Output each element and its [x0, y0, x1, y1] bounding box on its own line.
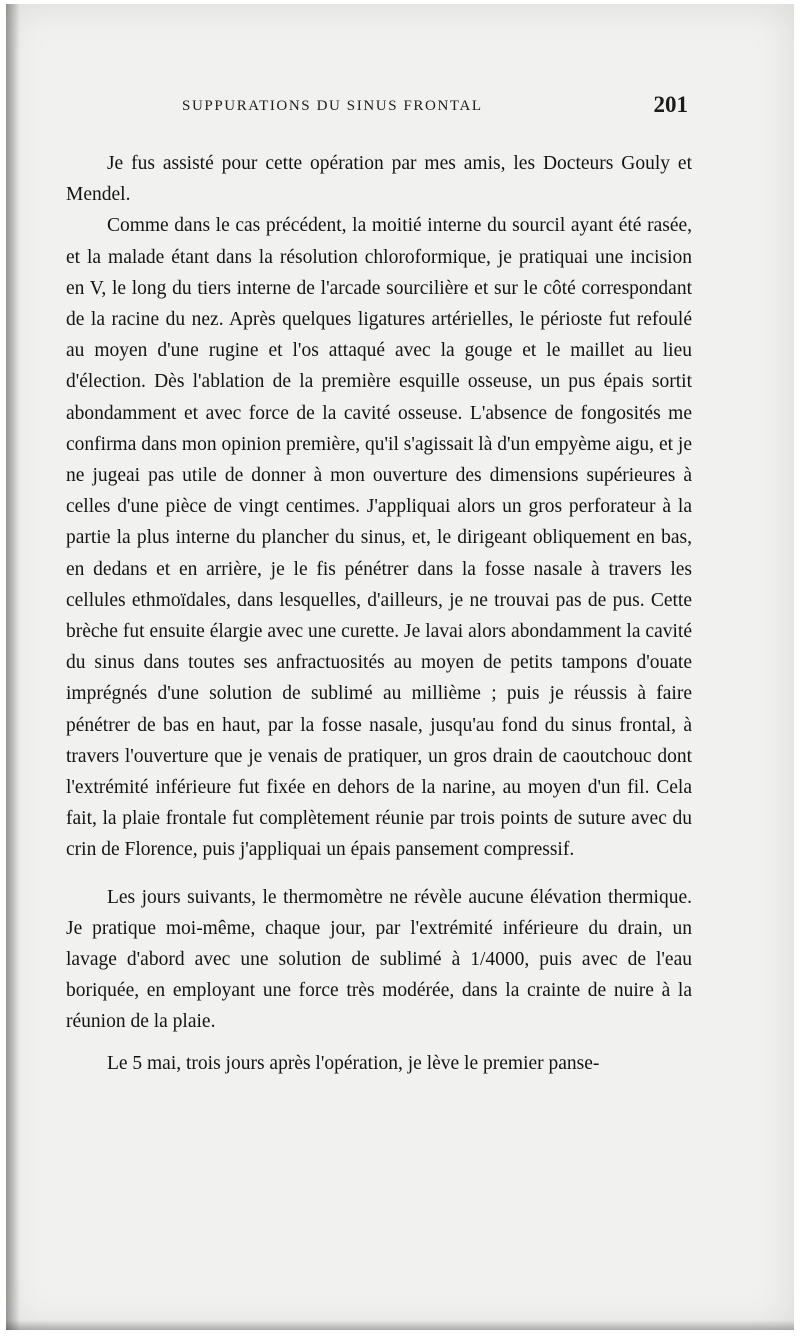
- paragraph-1: Je fus assisté pour cette opération par mes amis, les Docteurs Gouly et Mendel.: [66, 153, 692, 206]
- paragraph-4: Le 5 mai, trois jours après l'opération, je lève le premier panse-: [106, 1052, 600, 1074]
- paragraph-2: Comme dans le cas précédent, la moitié interne du sourcil ayant été rasée, et la malade étant dans la résolution chloroformique, je pratiquai une incision en V, le long du tiers interne de l'arcade sourcilière et sur le côté correspondant de la racine du nez. Après quelques ligatures artérielles, le périoste fut refoulé au moyen d'une rugine et l'os attaqué avec la gouge et le maillet au lieu d'élection. Dès l'ablation de la première esquille osseuse, un pus épais sortit abondamment et avec force de la cavité osseuse. L'absence de fongosités me confirma dans mon opinion première, qu'il s'agissait là d'un empyème aigu, et je ne jugeai pas utile de donner à mon ouverture des dimensions supérieures à celles d'une pièce de vingt centimes. J'appliquai alors un gros perforateur à la partie la plus interne du plancher du sinus, et, le dirigeant obliquement en bas, en dedans et en arrière, je le fis pénétrer dans la fosse nasale à travers les cellules ethmoïdales, dans lesquelles, d'ailleurs, je ne trouvai pas de pus. Cette brèche fut ensuite élargie avec une curette. Je lavai alors abondamment la cavité du sinus dans toutes ses anfractuosités au moyen de petits tampons d'ouate imprégnés d'une solution de sublimé au millième ; puis je réussis à faire pénétrer de bas en haut, par la fosse nasale, jusqu'au fond du sinus frontal, à travers l'ouverture que je venais de pratiquer, un gros drain de caoutchouc dont l'extrémité inférieure fut fixée en dehors de la narine, au moyen d'un fil. Cela fait, la plaie frontale fut complètement réunie par trois points de suture avec du crin de Florence, puis j'appliquai un épais pansement compressif.: [66, 215, 692, 861]
- page-number: 201: [653, 92, 688, 117]
- body-text: [66, 148, 692, 1079]
- paragraph-3: Les jours suivants, le thermomètre ne révèle aucune élévation thermique. Je pratique moi-même, chaque jour, par l'extrémité inférieure du drain, un lavage d'abord avec une solution de sublimé à 1/4000, puis avec de l'eau boriquée, en employant une force très modérée, dans la crainte de nuire à la réunion de la plaie.: [66, 886, 692, 1033]
- book-page: [6, 4, 794, 1330]
- page-header: [182, 92, 692, 122]
- running-title: SUPPURATIONS DU SINUS FRONTAL: [182, 98, 483, 114]
